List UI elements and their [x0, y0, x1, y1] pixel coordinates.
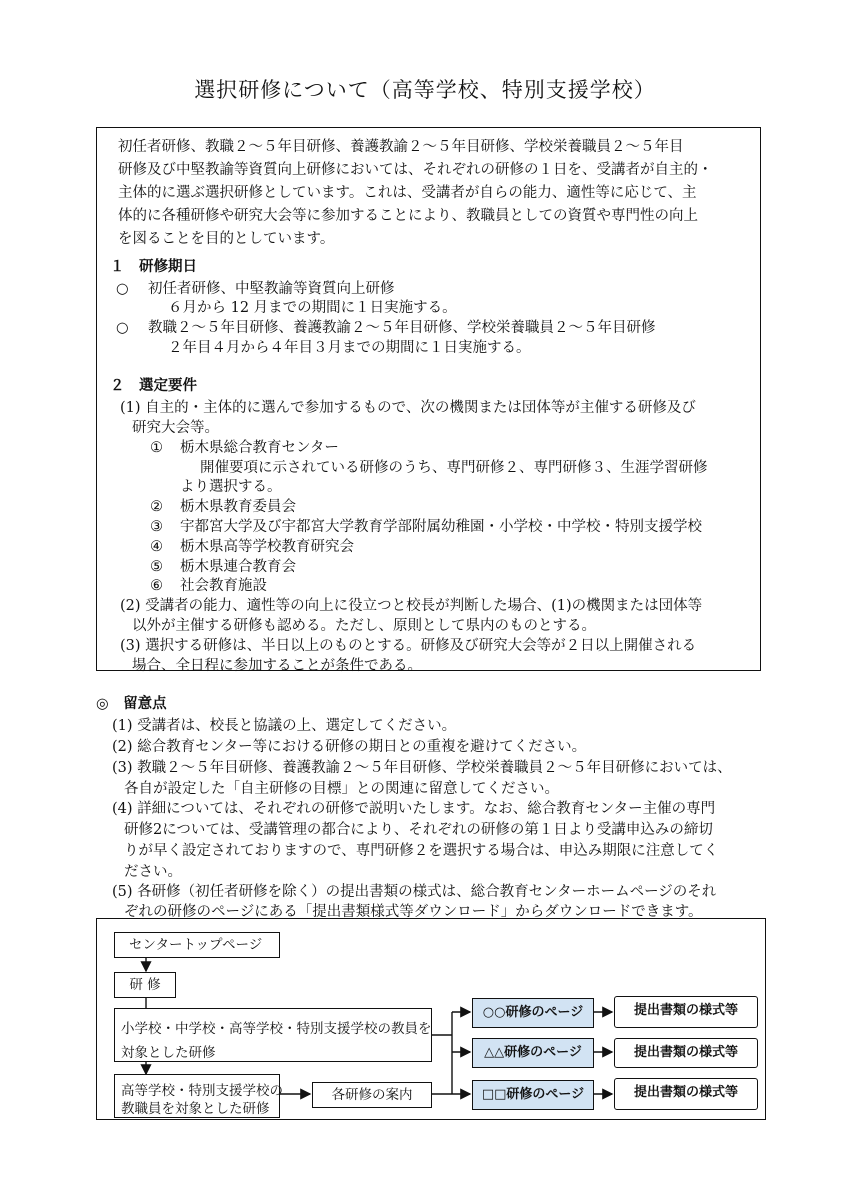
- note-line: (3) 教職２～５年目研修、養護教諭２～５年目研修、学校栄養職員２～５年目研修においては、: [112, 760, 732, 776]
- intro-line: を図ることを目的としています。: [118, 231, 335, 247]
- bullet-mark: ○: [116, 320, 129, 336]
- note-line: ださい。: [124, 864, 182, 880]
- dates-item-period: ２年目４月から４年目３月までの期間に１日実施する。: [168, 340, 531, 356]
- flow-hs-line2: 教職員を対象とした研修: [121, 1101, 270, 1117]
- flow-doc-forms-2[interactable]: 提出書類の様式等: [614, 1038, 758, 1068]
- flow-elementary-teachers[interactable]: [114, 1008, 432, 1062]
- flow-elem-line2: 対象とした研修: [121, 1045, 216, 1061]
- dates-item-period: ６月から 12 月までの期間に１日実施する。: [168, 300, 457, 316]
- org-name: 社会教育施設: [180, 578, 267, 594]
- intro-line: 初任者研修、教職２～５年目研修、養護教諭２～５年目研修、学校栄養職員２～５年目: [118, 139, 684, 155]
- dates-item-title: 初任者研修、中堅教諭等資質向上研修: [148, 281, 395, 297]
- notes-heading: ◎ 留意点: [96, 696, 167, 712]
- flow-training[interactable]: 研 修: [114, 972, 176, 998]
- flow-elem-line1: 小学校・中学校・高等学校・特別支援学校の教員を: [121, 1021, 432, 1037]
- intro-line: 体的に各種研修や研究大会等に参加することにより、教職員としての資質や専門性の向上: [118, 208, 698, 224]
- org-name: 宇都宮大学及び宇都宮大学教育学部附属幼稚園・小学校・中学校・特別支援学校: [180, 519, 702, 535]
- org-mark: ②: [150, 499, 163, 515]
- flow-highschool-staff[interactable]: [114, 1074, 283, 1118]
- org-mark: ⑥: [150, 578, 163, 594]
- requirement-1: (1) 自主的・主体的に選んで参加するもので、次の機関または団体等が主催する研修及び: [120, 400, 696, 416]
- page-title: 選択研修について（高等学校、特別支援学校）: [194, 78, 656, 102]
- org-mark: ⑤: [150, 559, 163, 575]
- note-line: (4) 詳細については、それぞれの研修で説明いたします。なお、総合教育センター主催の専門: [112, 801, 716, 817]
- note-line: 研修2については、受講管理の都合により、それぞれの研修の第１日より受講申込みの締切: [124, 822, 713, 838]
- intro-line: 主体的に選ぶ選択研修としています。これは、受講者が自らの能力、適性等に応じて、主: [118, 185, 697, 201]
- flow-page-triangle[interactable]: △△研修のページ: [472, 1038, 594, 1068]
- requirement-2-cont: 以外が主催する研修も認める。ただし、原則として県内のものとする。: [132, 618, 596, 634]
- center-note-cont: より選択する。: [180, 479, 282, 495]
- note-line: 各自が設定した「自主研修の目標」との関連に留意してください。: [124, 781, 559, 797]
- org-name: 栃木県連合教育会: [180, 559, 296, 575]
- flow-hs-line1: 高等学校・特別支援学校の: [121, 1083, 283, 1099]
- note-line: (5) 各研修（初任者研修を除く）の提出書類の様式は、総合教育センターホームページのそれ: [112, 884, 717, 900]
- flow-training-guide[interactable]: 各研修の案内: [312, 1082, 432, 1108]
- flow-top-page[interactable]: センタートップページ: [114, 932, 280, 958]
- org-mark: ①: [150, 440, 163, 456]
- org-mark: ③: [150, 519, 163, 535]
- note-line: りが早く設定されておりますので、専門研修２を選択する場合は、申込み期限に注意してく: [124, 843, 719, 859]
- note-line: ぞれの研修のページにある「提出書類様式等ダウンロード」からダウンロードできます。: [124, 904, 703, 920]
- org-name: 栃木県高等学校教育研究会: [180, 539, 354, 555]
- bullet-mark: ○: [116, 281, 129, 297]
- flow-doc-forms-3[interactable]: 提出書類の様式等: [614, 1078, 758, 1110]
- requirement-2: (2) 受講者の能力、適性等の向上に役立つと校長が判断した場合、(1)の機関または団体等: [120, 598, 703, 614]
- note-line: (1) 受講者は、校長と協議の上、選定してください。: [112, 718, 457, 734]
- org-mark: ④: [150, 539, 163, 555]
- flow-page-circle[interactable]: ○○研修のページ: [472, 998, 594, 1028]
- note-line: (2) 総合教育センター等における研修の期日との重複を避けてください。: [112, 739, 587, 755]
- flow-page-square[interactable]: □□研修のページ: [472, 1080, 594, 1110]
- org-name: 栃木県教育委員会: [180, 499, 296, 515]
- requirement-3: (3) 選択する研修は、半日以上のものとする。研修及び研究大会等が２日以上開催される: [120, 638, 697, 654]
- org-name: 栃木県総合教育センター: [180, 440, 339, 456]
- section-heading-dates: １ 研修期日: [110, 259, 197, 275]
- requirement-3-cont: 場合、全日程に参加することが条件である。: [132, 658, 422, 674]
- requirement-1-cont: 研究大会等。: [132, 420, 219, 436]
- dates-item-title: 教職２～５年目研修、養護教諭２～５年目研修、学校栄養職員２～５年目研修: [148, 320, 656, 336]
- center-note: 開催要項に示されている研修のうち、専門研修２、専門研修３、生涯学習研修: [200, 460, 708, 476]
- section-heading-requirements: ２ 選定要件: [110, 378, 197, 394]
- flow-doc-forms-1[interactable]: 提出書類の様式等: [614, 996, 758, 1028]
- intro-line: 研修及び中堅教諭等資質向上研修においては、それぞれの研修の１日を、受講者が自主的・: [118, 162, 713, 178]
